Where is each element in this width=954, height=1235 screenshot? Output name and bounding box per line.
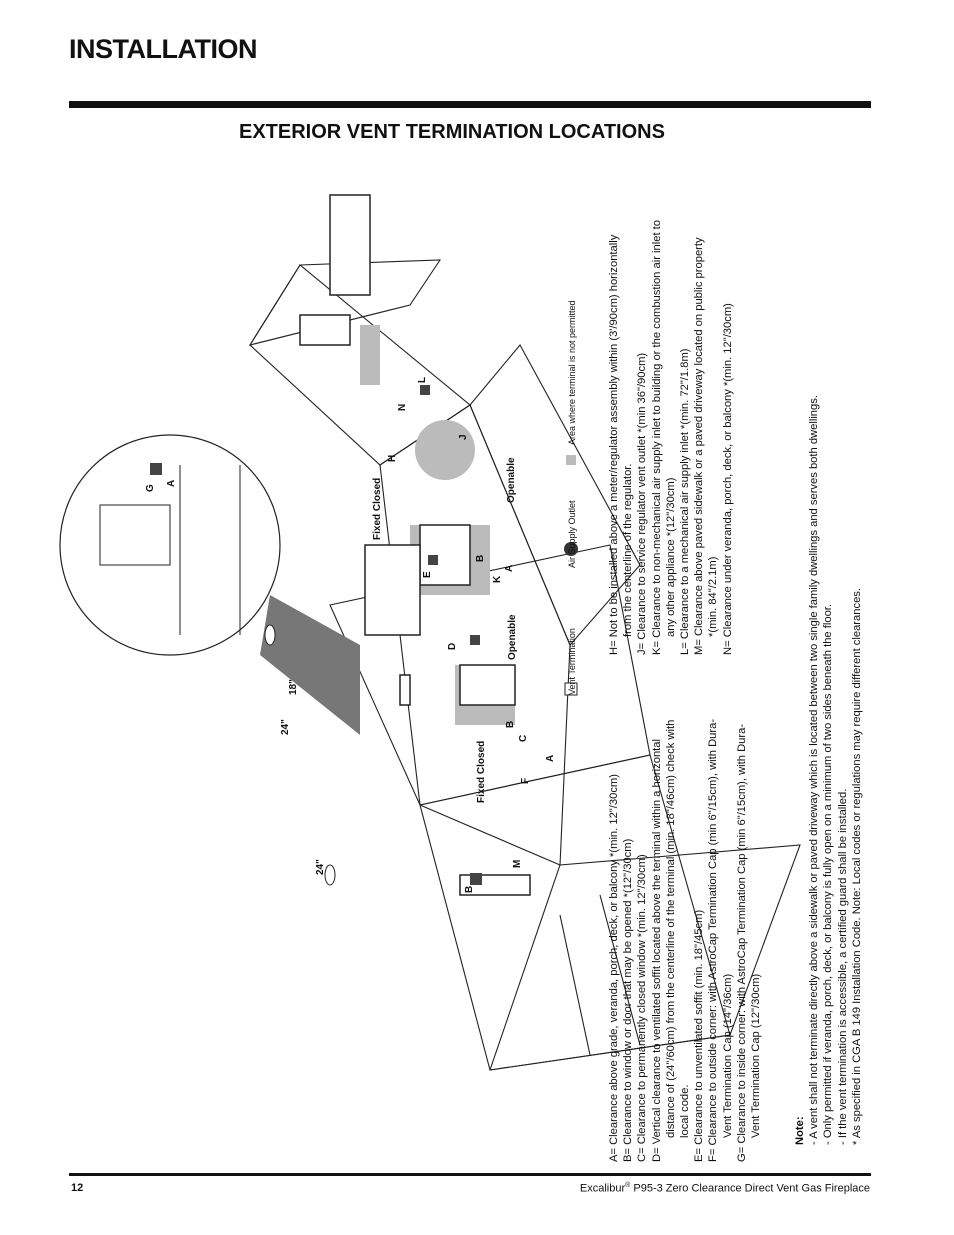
label-D: D — [447, 642, 458, 650]
clearance-H-cont: from the centerline of the regulator. — [622, 463, 635, 637]
note-3: - If the vent termination is accessible, a certified guard shall be installed. — [836, 788, 849, 1145]
clearance-list-left — [607, 718, 763, 1162]
label-A-2: A — [504, 564, 515, 572]
clearance-G-cont: Vent Termination Cap (12"/30cm) — [750, 973, 763, 1138]
label-E: E — [422, 571, 433, 578]
clearance-N: N= Clearance under veranda, porch, deck, or balcony *(min. 12"/30cm) — [721, 303, 734, 655]
dim-18: 18" — [288, 679, 299, 695]
label-openable-2: Openable — [506, 457, 517, 503]
label-J: J — [458, 434, 469, 440]
clearance-D: D= Vertical clearance to ventilated soffit located above the terminal within a horizontal — [650, 739, 663, 1162]
footer-rule — [69, 1173, 871, 1176]
label-fixed-closed-2: Fixed Closed — [372, 477, 383, 540]
label-N: N — [397, 403, 408, 411]
clearance-list-right — [607, 170, 735, 655]
footer-reg: ® — [625, 1182, 631, 1189]
notes-block — [793, 315, 864, 1145]
note-1: - A vent shall not terminate directly above a sidewalk or paved driveway which is located between two single family dwellings and serves both dwellings. — [808, 395, 821, 1145]
dim-24-1: 24" — [280, 719, 291, 735]
section-title: EXTERIOR VENT TERMINATION LOCATIONS — [239, 121, 665, 143]
clearance-A: A= Clearance above grade, veranda, porch, deck, or balcony *(min. 12"/30cm) — [608, 774, 620, 1162]
label-L: L — [417, 376, 428, 383]
clearance-E: E= Clearance to unventilated soffit (min. 18"/45cm) — [693, 909, 706, 1162]
label-A-1: A — [545, 754, 556, 762]
clearance-F: F= Clearance to outside corner: with AstroCap Termination Cap (min 6"/15cm), with Dura- — [707, 718, 720, 1162]
notes-heading: Note: — [794, 1116, 806, 1145]
note-4: * As specified in CGA B 149 Installation Code. Note: Local codes or regulations may require different clearances. — [850, 588, 863, 1145]
label-H: H — [387, 454, 398, 462]
clearance-K: K= Clearance to non-mechanical air supply inlet to building or the combustion air inlet to — [650, 219, 663, 655]
label-A-3: A — [166, 479, 177, 487]
clearance-M-cont: *(min. 84"/2.1m) — [707, 556, 720, 637]
document-footer — [580, 1182, 870, 1195]
label-B-1: B — [505, 720, 516, 728]
clearance-J: J= Clearance to service regulator vent outlet *(min 36"/90cm) — [636, 352, 649, 655]
label-F: F — [520, 777, 531, 784]
clearance-H: H= Not to be installed above a meter/regulator assembly within (3'/90cm) horizontally — [608, 234, 620, 655]
legend-not-permitted: Area where terminal is not permitted — [567, 300, 577, 445]
footer-brand: Excalibur — [579, 1182, 626, 1195]
page-number: 12 — [71, 1182, 84, 1194]
clearance-F-cont: Vent Termination Cap (14"/36cm) — [721, 973, 734, 1138]
legend-vent-termination: Vent Termination — [567, 628, 577, 695]
label-M: M — [512, 859, 523, 868]
clearance-L: L= Clearance to a mechanical air supply inlet *(min. 72"/1.8m) — [679, 348, 692, 655]
clearance-M: M= Clearance above paved sidewalk or a paved driveway located on public property — [693, 237, 706, 655]
clearance-K-cont: any other appliance *(12"/30cm) — [664, 477, 677, 637]
clearance-D-cont2: local code. — [679, 1084, 692, 1138]
label-B-2: B — [464, 885, 475, 893]
clearance-D-cont: distance of (24"/60cm) from the centerline of the terminal (min. 18"/46cm) check with — [664, 719, 677, 1138]
label-fixed-closed-1: Fixed Closed — [476, 740, 487, 803]
legend-air-supply: Air Supply Outlet — [567, 500, 577, 568]
note-2: - Only permitted if veranda, porch, deck, or balcony is fully open on a minimum of two sides beneath the floor. — [822, 603, 835, 1145]
label-C: C — [518, 734, 529, 742]
page-title: INSTALLATION — [69, 34, 257, 64]
label-openable-1: Openable — [507, 614, 518, 660]
dim-24-2: 24" — [315, 859, 326, 875]
label-K: K — [492, 575, 503, 583]
clearance-G: G= Clearance to inside corner: with AstroCap Termination Cap (min 6"/15cm), with Dura- — [735, 723, 748, 1162]
clearance-B: B= Clearance to window or door that may be opened *(12"/30cm) — [622, 838, 635, 1162]
label-G: G — [145, 484, 156, 492]
label-B-3: B — [475, 554, 486, 562]
clearance-C: C= Clearance to permanently closed window *(min. 12"/30cm) — [636, 854, 649, 1162]
footer-rest: P95-3 Zero Clearance Direct Vent Gas Fireplace — [630, 1182, 870, 1195]
